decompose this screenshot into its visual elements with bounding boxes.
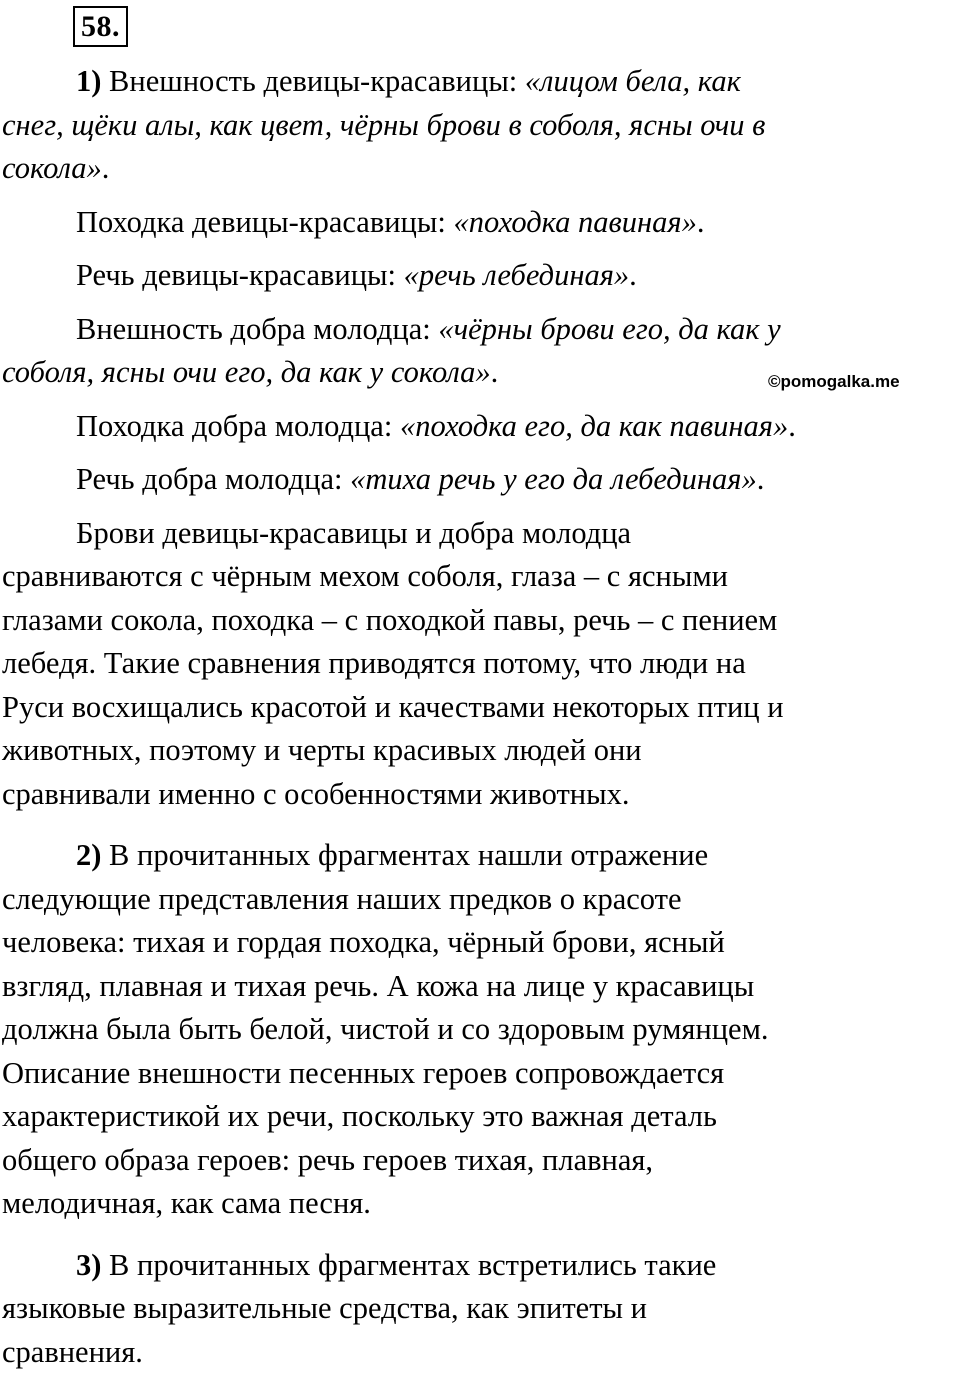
paragraph-3: Речь девицы-красавицы: «речь лебединая». (2, 254, 960, 298)
paragraph-6: Речь добра молодца: «тиха речь у его да лебединая». (2, 458, 960, 502)
paragraph-1-line-1: 1) Внешность девицы-красавицы: «лицом бела, как (2, 60, 960, 104)
paragraph-7: Брови девицы-красавицы и добра молодца сравниваются с чёрным мехом соболя, глаза – с ясными глазами сокола, походка – с походкой павы, речь – с пением лебедя. Такие сравнения приводятся потому, что люди на Руси восхищались красотой и качествами некоторых птиц и животных, поэтому и черты красивых людей они сравнивали именно с особенностями животных. (2, 512, 960, 817)
item-marker-2: 2) (76, 838, 101, 872)
paragraph-8: 2) В прочитанных фрагментах нашли отражение следующие представления наших предков о красоте человека: тихая и гордая походка, чёрный брови, ясный взгляд, плавная и тихая речь. А кожа на лице у красавицы должна была быть белой, чистой и со здоровым румянцем. Описание внешности песенных героев сопровождается характеристикой их речи, поскольку это важная деталь общего образа героев: речь героев тихая, плавная, мелодичная, как сама песня. (2, 834, 960, 1226)
paragraph-4-line-2: соболя, ясны очи его, да как у сокола». (2, 351, 960, 395)
paragraph-1-line-2: снег, щёки алы, как цвет, чёрны брови в соболя, ясны очи в (2, 104, 960, 148)
paragraph-1-line-3: сокола». (2, 147, 960, 191)
paragraph-5: Походка добра молодца: «походка его, да как павиная». (2, 405, 960, 449)
answer-text (2, 60, 960, 1374)
exercise-number: 58. (73, 6, 128, 47)
paragraph-2: Походка девицы-красавицы: «походка павиная». (2, 201, 960, 245)
item-marker-1: 1) (76, 64, 101, 98)
watermark: ©pomogalka.me (768, 372, 900, 392)
paragraph-4-line-1: Внешность добра молодца: «чёрны брови его, да как у (2, 308, 960, 352)
item-marker-3: 3) (76, 1248, 101, 1282)
paragraph-9: 3) В прочитанных фрагментах встретились такие языковые выразительные средства, как эпитеты и сравнения. (2, 1244, 960, 1374)
paragraph-1 (2, 60, 960, 191)
